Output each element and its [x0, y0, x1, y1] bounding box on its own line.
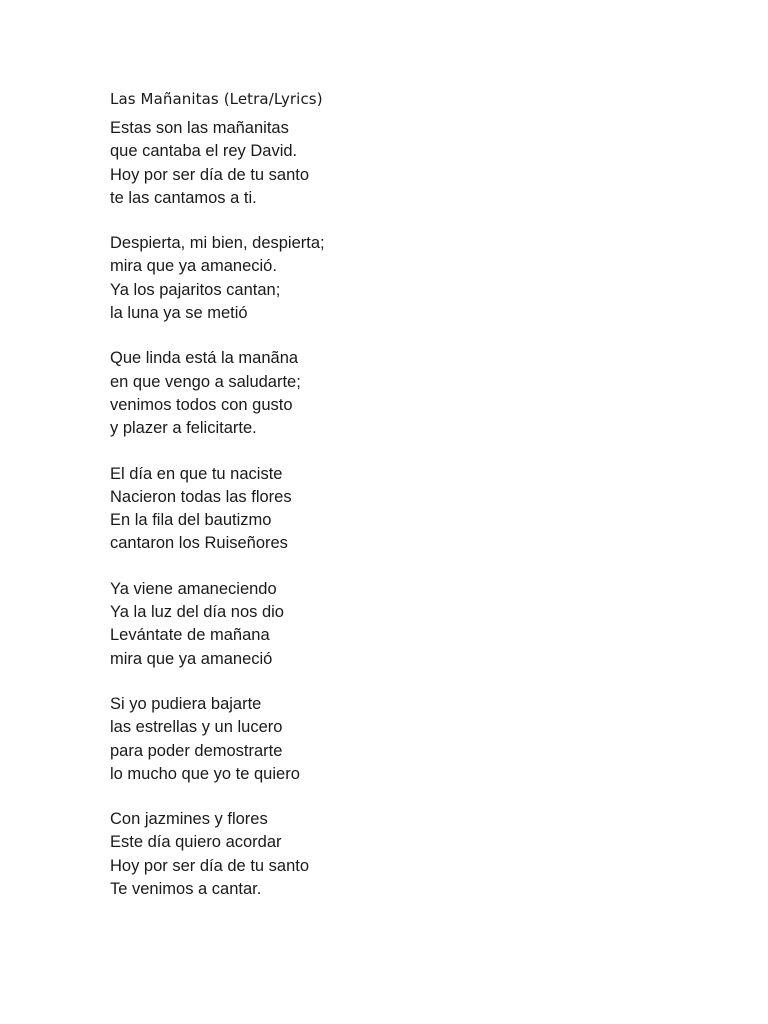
- stanza-1: [110, 117, 710, 210]
- lyric-line: cantaron los Ruiseñores: [110, 534, 288, 553]
- lyric-line: para poder demostrarte: [110, 741, 283, 760]
- lyric-line: mira que ya amaneció: [110, 649, 273, 668]
- lyric-line: Ya viene amaneciendo: [110, 579, 277, 598]
- lyric-line: la luna ya se metió: [110, 304, 248, 323]
- lyric-line: Este día quiero acordar: [110, 833, 282, 852]
- lyric-line: Ya los pajaritos cantan;: [110, 280, 281, 299]
- lyric-line: que cantaba el rey David.: [110, 142, 298, 161]
- lyric-line: En la fila del bautizmo: [110, 511, 272, 530]
- stanza-2: [110, 232, 710, 325]
- lyric-line: en que vengo a saludarte;: [110, 372, 301, 391]
- lyric-line: venimos todos con gusto: [110, 395, 293, 414]
- stanza-6: [110, 693, 710, 786]
- lyrics-body: [110, 117, 710, 923]
- lyric-line: Con jazmines y flores: [110, 810, 268, 829]
- lyric-line: El día en que tu naciste: [110, 464, 283, 483]
- document-title: Las Mañanitas (Letra/Lyrics): [110, 90, 323, 108]
- lyric-line: Hoy por ser día de tu santo: [110, 856, 310, 875]
- lyric-line: Si yo pudiera bajarte: [110, 694, 262, 713]
- lyric-line: te las cantamos a ti.: [110, 188, 257, 207]
- lyric-line: Ya la luz del día nos dio: [110, 603, 284, 622]
- lyric-line: Que linda está la manãna: [110, 349, 299, 368]
- lyric-line: mira que ya amaneció.: [110, 257, 277, 276]
- stanza-4: [110, 463, 710, 556]
- lyric-line: y plazer a felicitarte.: [110, 419, 257, 438]
- stanza-7: [110, 808, 710, 901]
- lyric-line: Nacieron todas las flores: [110, 487, 292, 506]
- lyric-line: lo mucho que yo te quiero: [110, 764, 300, 783]
- lyric-line: Estas son las mañanitas: [110, 119, 289, 137]
- stanza-3: [110, 347, 710, 440]
- lyric-line: Despierta, mi bien, despierta;: [110, 234, 325, 253]
- stanza-5: [110, 578, 710, 671]
- lyric-line: las estrellas y un lucero: [110, 718, 283, 737]
- lyric-line: Levántate de mañana: [110, 626, 270, 645]
- lyric-line: Hoy por ser día de tu santo: [110, 165, 310, 184]
- lyric-line: Te venimos a cantar.: [110, 880, 262, 899]
